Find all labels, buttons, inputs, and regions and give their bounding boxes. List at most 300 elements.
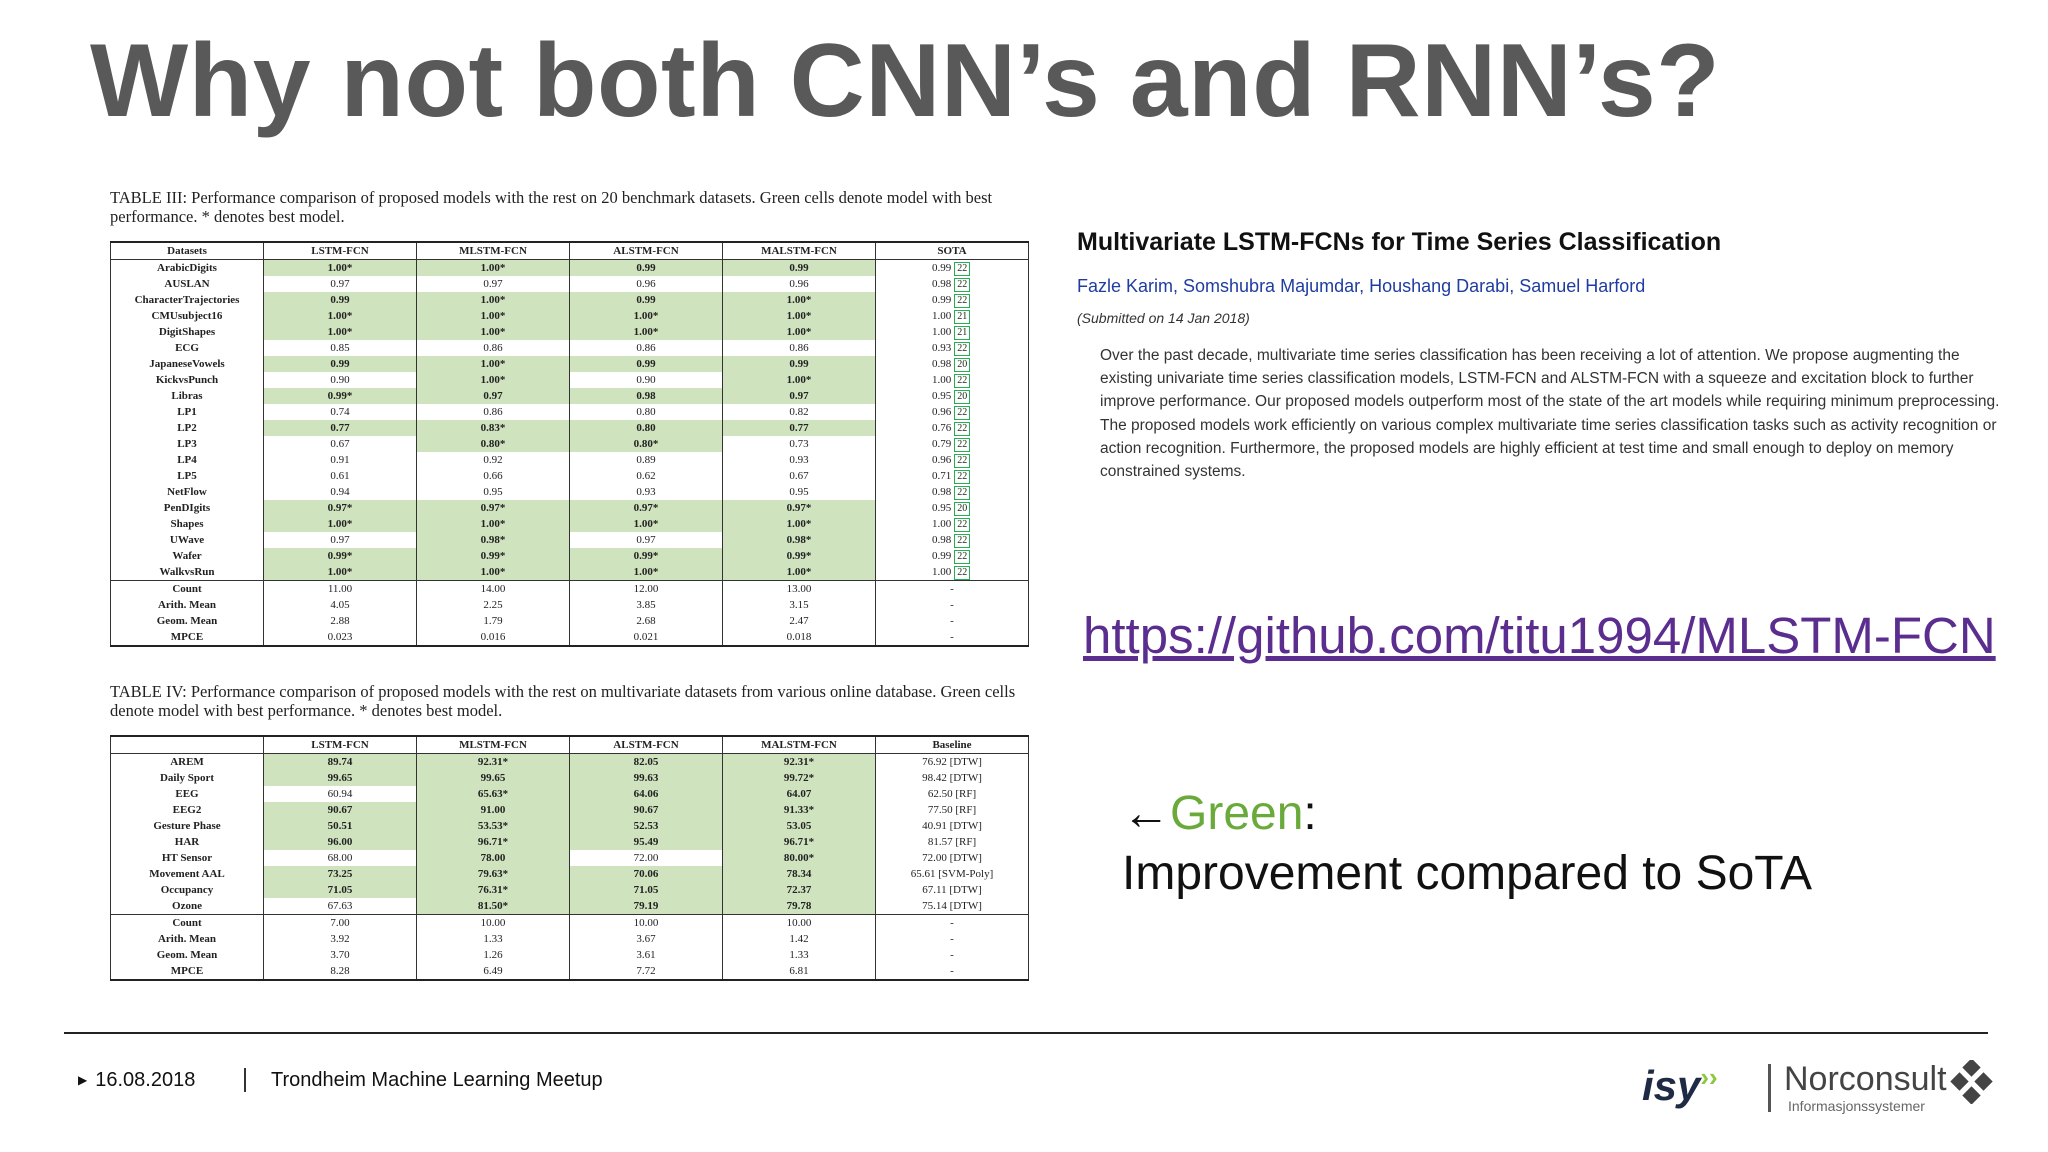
cell-text: 0.016 — [480, 630, 506, 643]
value-cell — [876, 770, 1029, 786]
value-cell — [723, 963, 876, 980]
value-cell — [876, 308, 1029, 324]
cell-text: EEG2 — [172, 803, 202, 816]
citation-ref[interactable]: 21 — [954, 310, 970, 324]
citation-ref[interactable]: 22 — [954, 566, 970, 580]
value-cell — [570, 754, 723, 771]
value-cell — [723, 420, 876, 436]
value-cell — [570, 802, 723, 818]
cell-text: - — [950, 964, 954, 977]
dataset-name-cell — [111, 850, 264, 866]
value-cell — [876, 931, 1029, 947]
dataset-name-cell — [111, 436, 264, 452]
value-cell — [723, 915, 876, 932]
value-cell — [723, 436, 876, 452]
cell-text: 0.80* — [480, 437, 506, 450]
value-cell — [876, 436, 1029, 452]
value-cell — [417, 484, 570, 500]
value-cell — [570, 564, 723, 581]
table-row — [111, 340, 1029, 356]
cell-text: EEG — [175, 787, 199, 800]
cell-text: 2.68 — [636, 614, 656, 627]
footer-event: Trondheim Machine Learning Meetup — [271, 1069, 603, 1091]
value-cell — [723, 834, 876, 850]
value-cell — [417, 866, 570, 882]
footer-separator — [244, 1068, 246, 1092]
table-row — [111, 548, 1029, 564]
table-row — [111, 802, 1029, 818]
citation-ref[interactable]: 22 — [954, 294, 970, 308]
cell-text: Occupancy — [160, 883, 214, 896]
cell-text: 0.99 — [932, 549, 952, 562]
github-link[interactable]: https://github.com/titu1994/MLSTM-FCN — [1083, 607, 1996, 664]
value-cell — [264, 963, 417, 980]
value-cell — [723, 898, 876, 915]
cell-text: 0.99* — [327, 549, 353, 562]
value-cell — [723, 548, 876, 564]
cell-text: 4.05 — [330, 598, 350, 611]
cell-text: Daily Sport — [159, 771, 215, 784]
value-cell — [264, 818, 417, 834]
cell-text: LP2 — [177, 421, 197, 434]
table-row — [111, 915, 1029, 932]
value-cell — [264, 629, 417, 646]
cell-text: PenDIgits — [163, 501, 211, 514]
cell-text: - — [950, 598, 954, 611]
value-cell — [723, 500, 876, 516]
value-cell — [417, 356, 570, 372]
cell-text: 0.97 — [483, 277, 503, 290]
value-cell — [417, 915, 570, 932]
cell-text: 76.31* — [477, 883, 509, 896]
citation-ref[interactable]: 22 — [954, 422, 970, 436]
cell-text: UWave — [169, 533, 205, 546]
cell-text: 99.63 — [633, 771, 659, 784]
cell-text: 0.018 — [786, 630, 812, 643]
cell-text: 1.79 — [483, 614, 503, 627]
value-cell — [417, 292, 570, 308]
cell-text: 90.67 — [633, 803, 659, 816]
cell-text: 0.96 — [932, 453, 952, 466]
value-cell — [876, 260, 1029, 277]
value-cell — [723, 452, 876, 468]
citation-ref[interactable]: 22 — [954, 518, 970, 532]
value-cell — [264, 882, 417, 898]
cell-text: 1.00* — [786, 293, 812, 306]
value-cell — [876, 468, 1029, 484]
value-cell — [570, 770, 723, 786]
cell-text: 11.00 — [327, 582, 353, 595]
value-cell — [264, 581, 417, 598]
citation-ref[interactable]: 22 — [954, 374, 970, 388]
cell-text: 1.00* — [786, 309, 812, 322]
cell-text: NetFlow — [167, 485, 207, 498]
value-cell — [264, 770, 417, 786]
cell-text: 0.61 — [330, 469, 350, 482]
cell-text: 1.26 — [483, 948, 503, 961]
value-cell — [876, 581, 1029, 598]
cell-text: CMUsubject16 — [151, 309, 223, 322]
cell-text: 3.67 — [636, 932, 656, 945]
cell-text: 1.00* — [327, 517, 353, 530]
cell-text: 70.06 — [633, 867, 659, 880]
value-cell — [723, 308, 876, 324]
value-cell — [723, 770, 876, 786]
value-cell — [876, 356, 1029, 372]
cell-text: 3.61 — [636, 948, 656, 961]
cell-text: Ozone — [172, 899, 202, 912]
value-cell — [723, 564, 876, 581]
citation-ref[interactable]: 22 — [954, 342, 970, 356]
slide-title: Why not both CNN’s and RNN’s? — [90, 23, 1721, 139]
cell-text: 0.99 — [636, 261, 656, 274]
cell-text: 0.99 — [636, 293, 656, 306]
cell-text: 10.00 — [786, 916, 812, 929]
cell-text: 6.49 — [483, 964, 503, 977]
cell-text: 1.33 — [789, 948, 809, 961]
value-cell — [264, 532, 417, 548]
cell-text: 0.97* — [633, 501, 659, 514]
cell-text: 71.05 — [327, 883, 353, 896]
citation-ref[interactable]: 22 — [954, 278, 970, 292]
cell-text: 13.00 — [786, 582, 812, 595]
cell-text: 1.00* — [480, 293, 506, 306]
value-cell — [723, 372, 876, 388]
table-row — [111, 770, 1029, 786]
table-row — [111, 388, 1029, 404]
cell-text: 1.00* — [633, 517, 659, 530]
cell-text: HAR — [174, 835, 200, 848]
cell-text: 0.77 — [789, 421, 809, 434]
value-cell — [723, 931, 876, 947]
value-cell — [876, 484, 1029, 500]
cell-text: LP5 — [177, 469, 197, 482]
citation-ref[interactable]: 20 — [954, 502, 970, 516]
cell-text: 1.00 — [932, 517, 952, 530]
value-cell — [264, 404, 417, 420]
value-cell — [876, 947, 1029, 963]
value-cell — [723, 516, 876, 532]
cell-text: - — [950, 582, 954, 595]
cell-text: 1.00* — [480, 325, 506, 338]
cell-text: WalkvsRun — [159, 565, 215, 578]
value-cell — [264, 516, 417, 532]
cell-text: 0.98 — [636, 389, 656, 402]
value-cell — [417, 597, 570, 613]
value-cell — [264, 931, 417, 947]
dataset-name-cell — [111, 324, 264, 340]
value-cell — [570, 597, 723, 613]
green-word: Green — [1170, 787, 1304, 840]
cell-text: 7.00 — [330, 916, 350, 929]
cell-text: 0.86 — [636, 341, 656, 354]
cell-text: 75.14 [DTW] — [922, 899, 982, 912]
cell-text: AUSLAN — [164, 277, 210, 290]
dataset-name-cell — [111, 468, 264, 484]
cell-text: 0.71 — [932, 469, 952, 482]
cell-text: - — [950, 614, 954, 627]
dataset-name-cell — [111, 356, 264, 372]
table-row — [111, 516, 1029, 532]
dataset-name-cell — [111, 898, 264, 915]
cell-text: 1.00* — [786, 565, 812, 578]
cell-text: 3.15 — [789, 598, 809, 611]
cell-text: 90.67 — [327, 803, 353, 816]
citation-ref[interactable]: 22 — [954, 486, 970, 500]
value-cell — [570, 372, 723, 388]
cell-text: 10.00 — [480, 916, 506, 929]
cell-text: 76.92 [DTW] — [922, 755, 982, 768]
table-row — [111, 963, 1029, 980]
cell-text: 72.37 — [786, 883, 812, 896]
value-cell — [570, 947, 723, 963]
cell-text: 72.00 [DTW] — [922, 851, 982, 864]
footer-date — [78, 1069, 195, 1092]
cell-text: 67.11 [DTW] — [922, 883, 982, 896]
dataset-name-cell — [111, 963, 264, 980]
paper-authors[interactable]: Fazle Karim, Somshubra Majumdar, Houshang Darabi, Samuel Harford — [1077, 276, 1646, 296]
value-cell — [876, 340, 1029, 356]
value-cell — [570, 452, 723, 468]
value-cell — [723, 754, 876, 771]
cell-text: 99.65 — [480, 771, 506, 784]
table3-header-3: ALSTM-FCN — [570, 242, 723, 260]
value-cell — [723, 324, 876, 340]
cell-text: 78.34 — [786, 867, 812, 880]
citation-ref[interactable]: 22 — [954, 438, 970, 452]
value-cell — [570, 260, 723, 277]
note-line2: Improvement compared to SoTA — [1122, 847, 1813, 900]
cell-text: 98.42 [DTW] — [922, 771, 982, 784]
value-cell — [570, 786, 723, 802]
dataset-name-cell — [111, 915, 264, 932]
cell-text: 0.93 — [932, 341, 952, 354]
value-cell — [264, 898, 417, 915]
dataset-name-cell — [111, 292, 264, 308]
value-cell — [417, 629, 570, 646]
table-row — [111, 420, 1029, 436]
cell-text: 3.85 — [636, 598, 656, 611]
cell-text: 79.78 — [786, 899, 812, 912]
table-row — [111, 564, 1029, 581]
table3-header-1: LSTM-FCN — [264, 242, 417, 260]
value-cell — [264, 802, 417, 818]
isy-arrows-icon: ›› — [1700, 1062, 1718, 1092]
cell-text: 0.82 — [789, 405, 809, 418]
cell-text: 0.98 — [932, 357, 952, 370]
cell-text: 0.023 — [327, 630, 353, 643]
value-cell — [570, 818, 723, 834]
dataset-name-cell — [111, 947, 264, 963]
cell-text: 77.50 [RF] — [927, 803, 977, 816]
citation-ref[interactable]: 22 — [954, 454, 970, 468]
dataset-name-cell — [111, 340, 264, 356]
value-cell — [264, 834, 417, 850]
cell-text: 67.63 — [327, 899, 353, 912]
dataset-name-cell — [111, 260, 264, 277]
cell-text: 79.63* — [477, 867, 509, 880]
cell-text: 1.00* — [480, 357, 506, 370]
value-cell — [264, 786, 417, 802]
table-row — [111, 436, 1029, 452]
value-cell — [264, 597, 417, 613]
table-row — [111, 850, 1029, 866]
cell-text: Arith. Mean — [157, 598, 217, 611]
cell-text: 72.00 — [633, 851, 659, 864]
cell-text: 2.88 — [330, 614, 350, 627]
value-cell — [417, 500, 570, 516]
value-cell — [417, 452, 570, 468]
cell-text: 0.91 — [330, 453, 350, 466]
citation-ref[interactable]: 22 — [954, 470, 970, 484]
citation-ref[interactable]: 22 — [954, 406, 970, 420]
cell-text: MPCE — [170, 964, 204, 977]
cell-text: 0.66 — [483, 469, 503, 482]
value-cell — [417, 581, 570, 598]
value-cell — [723, 613, 876, 629]
value-cell — [570, 532, 723, 548]
value-cell — [417, 770, 570, 786]
citation-ref[interactable]: 22 — [954, 550, 970, 564]
dataset-name-cell — [111, 276, 264, 292]
value-cell — [876, 372, 1029, 388]
cell-text: 1.00* — [480, 517, 506, 530]
cell-text: 0.99 — [636, 357, 656, 370]
value-cell — [876, 629, 1029, 646]
dataset-name-cell — [111, 372, 264, 388]
cell-text: 89.74 — [327, 755, 353, 768]
cell-text: - — [950, 932, 954, 945]
table-row — [111, 818, 1029, 834]
value-cell — [264, 372, 417, 388]
cell-text: 0.67 — [330, 437, 350, 450]
value-cell — [264, 340, 417, 356]
table-row — [111, 613, 1029, 629]
cell-text: 1.00* — [327, 325, 353, 338]
paper-title: Multivariate LSTM-FCNs for Time Series Classification — [1077, 228, 1722, 256]
cell-text: Libras — [171, 389, 203, 402]
dataset-name-cell — [111, 629, 264, 646]
value-cell — [264, 436, 417, 452]
cell-text: 0.90 — [636, 373, 656, 386]
value-cell — [876, 420, 1029, 436]
cell-text: 0.97* — [480, 501, 506, 514]
cell-text: 81.50* — [477, 899, 509, 912]
cell-text: 71.05 — [633, 883, 659, 896]
dataset-name-cell — [111, 388, 264, 404]
norconsult-subtitle: Informasjonssystemer — [1788, 1098, 1925, 1114]
table-row — [111, 500, 1029, 516]
value-cell — [417, 564, 570, 581]
value-cell — [876, 754, 1029, 771]
cell-text: 0.89 — [636, 453, 656, 466]
value-cell — [264, 324, 417, 340]
cell-text: 0.79 — [932, 437, 952, 450]
cell-text: 0.73 — [789, 437, 809, 450]
cell-text: 1.00* — [480, 309, 506, 322]
value-cell — [264, 260, 417, 277]
value-cell — [723, 882, 876, 898]
cell-text: 0.98* — [786, 533, 812, 546]
value-cell — [417, 532, 570, 548]
value-cell — [570, 276, 723, 292]
citation-ref[interactable]: 20 — [954, 390, 970, 404]
citation-ref[interactable]: 20 — [954, 358, 970, 372]
dataset-name-cell — [111, 452, 264, 468]
value-cell — [723, 532, 876, 548]
citation-ref[interactable]: 22 — [954, 262, 970, 276]
value-cell — [723, 356, 876, 372]
cell-text: - — [950, 948, 954, 961]
cell-text: 0.76 — [932, 421, 952, 434]
cell-text: Count — [172, 916, 202, 929]
cell-text: Count — [172, 582, 202, 595]
cell-text: 0.98 — [932, 533, 952, 546]
citation-ref[interactable]: 22 — [954, 534, 970, 548]
value-cell — [570, 866, 723, 882]
value-cell — [570, 850, 723, 866]
cell-text: 0.97 — [483, 389, 503, 402]
value-cell — [876, 324, 1029, 340]
value-cell — [876, 452, 1029, 468]
cell-text: 1.00* — [480, 373, 506, 386]
cell-text: LP3 — [177, 437, 197, 450]
cell-text: 7.72 — [636, 964, 656, 977]
cell-text: 81.57 [RF] — [927, 835, 977, 848]
dataset-name-cell — [111, 516, 264, 532]
citation-ref[interactable]: 21 — [954, 326, 970, 340]
table-row — [111, 947, 1029, 963]
dataset-name-cell — [111, 564, 264, 581]
cell-text: 92.31* — [477, 755, 509, 768]
value-cell — [417, 834, 570, 850]
dataset-name-cell — [111, 420, 264, 436]
value-cell — [876, 292, 1029, 308]
dataset-name-cell — [111, 532, 264, 548]
table3-header-2: MLSTM-FCN — [417, 242, 570, 260]
dataset-name-cell — [111, 613, 264, 629]
cell-text: 0.99* — [786, 549, 812, 562]
cell-text: 0.99 — [789, 357, 809, 370]
value-cell — [876, 613, 1029, 629]
cell-text: 0.95 — [932, 389, 952, 402]
cell-text: LP1 — [177, 405, 197, 418]
value-cell — [417, 372, 570, 388]
value-cell — [417, 308, 570, 324]
value-cell — [570, 420, 723, 436]
table-row — [111, 786, 1029, 802]
cell-text: MPCE — [170, 630, 204, 643]
value-cell — [417, 802, 570, 818]
cell-text: 2.25 — [483, 598, 503, 611]
cell-text: 1.00* — [786, 517, 812, 530]
cell-text: ECG — [175, 341, 199, 354]
cell-text: 0.62 — [636, 469, 656, 482]
value-cell — [570, 340, 723, 356]
value-cell — [417, 516, 570, 532]
cell-text: 91.33* — [783, 803, 815, 816]
value-cell — [570, 484, 723, 500]
value-cell — [570, 898, 723, 915]
value-cell — [876, 388, 1029, 404]
value-cell — [876, 802, 1029, 818]
table-row — [111, 931, 1029, 947]
cell-text: 1.00* — [786, 325, 812, 338]
cell-text: Geom. Mean — [156, 948, 218, 961]
table3-caption: TABLE III: Performance comparison of proposed models with the rest on 20 benchmark datasets. Green cells denote model with best performance. * denotes best model. — [110, 188, 993, 226]
cell-text: 91.00 — [480, 803, 506, 816]
cell-text: 2.47 — [789, 614, 809, 627]
